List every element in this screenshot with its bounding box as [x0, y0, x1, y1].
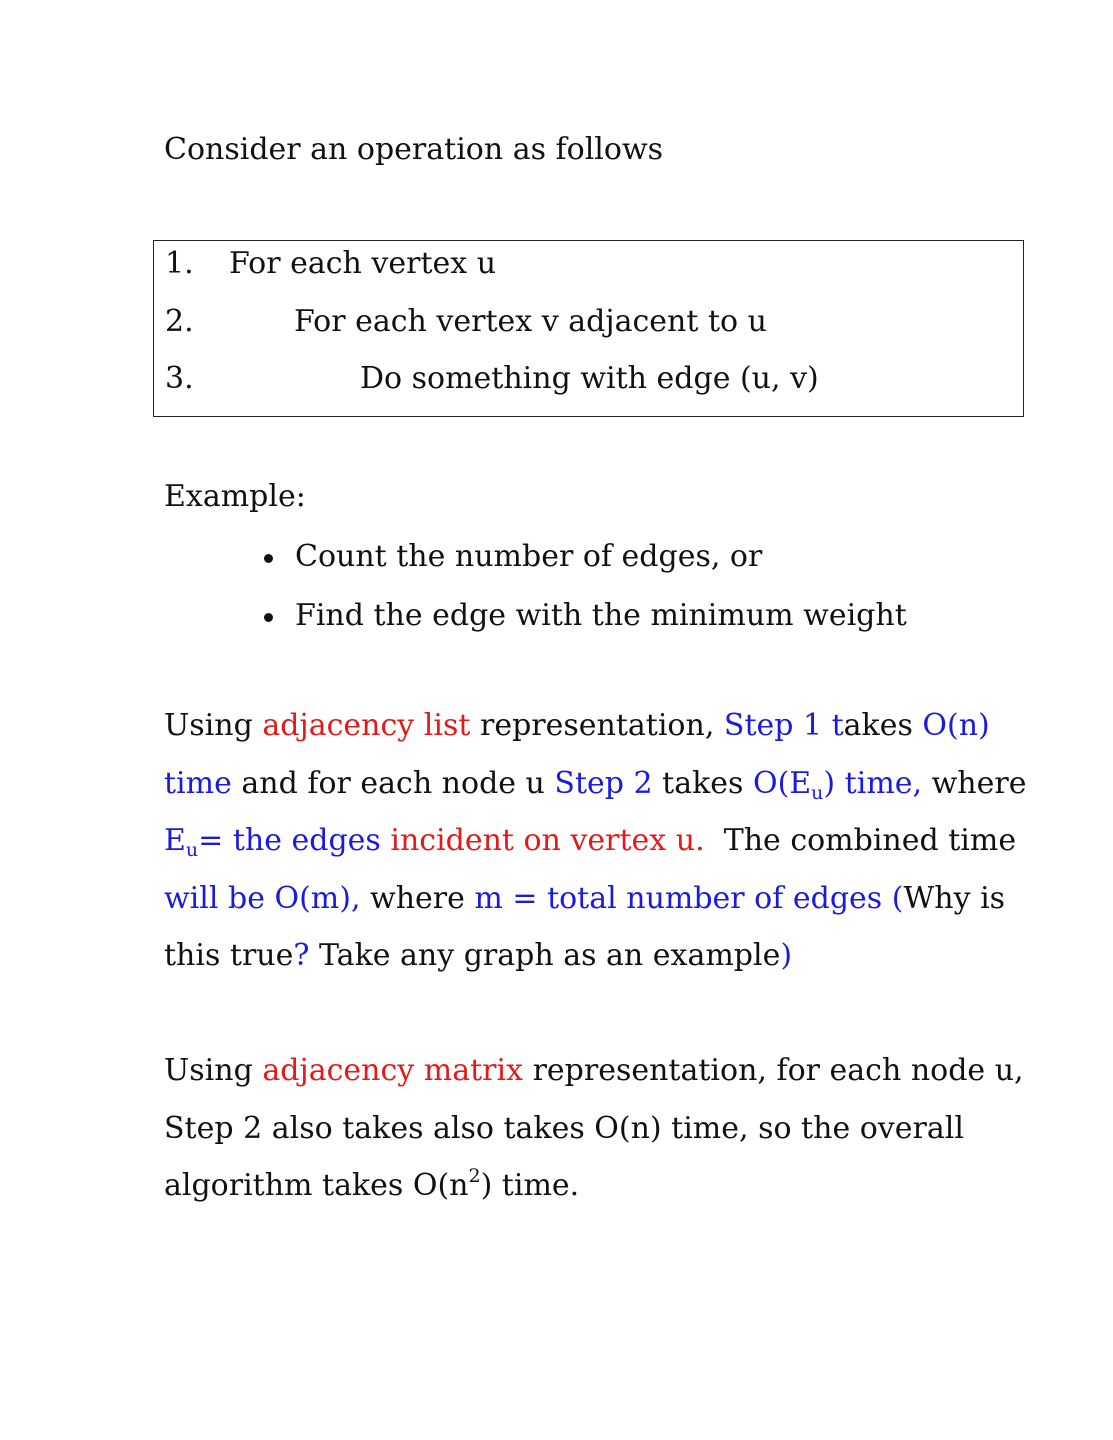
text-run: takes: [652, 766, 753, 801]
complexity-oeu: O(E: [752, 766, 812, 801]
text-run: ?: [293, 938, 310, 973]
step-text: Do something with edge (u, v): [360, 361, 819, 396]
text-run: and for each node u: [231, 766, 555, 801]
paragraph1-line2: [164, 766, 1026, 802]
paragraph1-line1: [164, 708, 990, 744]
step-text: For each vertex u: [229, 246, 497, 281]
superscript: 2: [468, 1165, 481, 1187]
paragraph2-line1: [164, 1053, 1024, 1089]
text-run: ) time,: [823, 766, 923, 801]
bullet-icon: [264, 554, 273, 563]
subscript: u: [185, 839, 199, 861]
text-run: this true: [164, 938, 294, 973]
step1-label: Step 1 t: [723, 708, 844, 743]
subscript: u: [811, 782, 824, 804]
text-run: ): [780, 938, 793, 973]
text-run: akes: [843, 708, 923, 743]
complexity-om: will be O(m),: [164, 881, 361, 916]
text-run: representation,: [470, 708, 724, 743]
text-run: Using: [164, 1053, 263, 1088]
text-run: algorithm takes O(n: [164, 1168, 469, 1203]
text-run: = the edges: [198, 823, 391, 858]
example-heading: Example:: [164, 479, 306, 514]
text-run: Why is: [903, 881, 1006, 916]
text-run: m = total number of edges (: [474, 881, 904, 916]
paragraph1-line4: [164, 881, 1005, 917]
text-run: time: [164, 766, 232, 801]
step-number: 2.: [165, 304, 194, 339]
step-number: 3.: [165, 361, 194, 396]
term-adjacency-list: adjacency list: [262, 708, 471, 743]
paragraph2-line3: [164, 1165, 580, 1204]
step-text: For each vertex v adjacent to u: [294, 304, 767, 339]
text-run: where: [360, 881, 475, 916]
list-item: Count the number of edges, or: [295, 539, 763, 574]
intro-text: Consider an operation as follows: [164, 132, 664, 167]
text-run: where: [922, 766, 1027, 801]
term-incident-vertex: incident on vertex u.: [390, 823, 705, 858]
paragraph1-line5: [164, 938, 792, 974]
bullet-icon: [264, 613, 273, 622]
text-run: Take any graph as an example: [309, 938, 781, 973]
term-adjacency-matrix: adjacency matrix: [262, 1053, 524, 1088]
paragraph1-line3: [164, 823, 1016, 859]
step2-label: Step 2: [554, 766, 653, 801]
step-number: 1.: [165, 246, 194, 281]
list-item: Find the edge with the minimum weight: [295, 598, 907, 633]
text-run: E: [164, 823, 186, 858]
complexity-on: O(n): [922, 708, 990, 743]
text-run: ) time.: [480, 1168, 580, 1203]
paragraph2-line2: Step 2 also takes also takes O(n) time, so the overall: [164, 1111, 964, 1146]
text-run: The combined time: [704, 823, 1017, 858]
text-run: representation, for each node u,: [523, 1053, 1024, 1088]
text-run: Using: [164, 708, 263, 743]
